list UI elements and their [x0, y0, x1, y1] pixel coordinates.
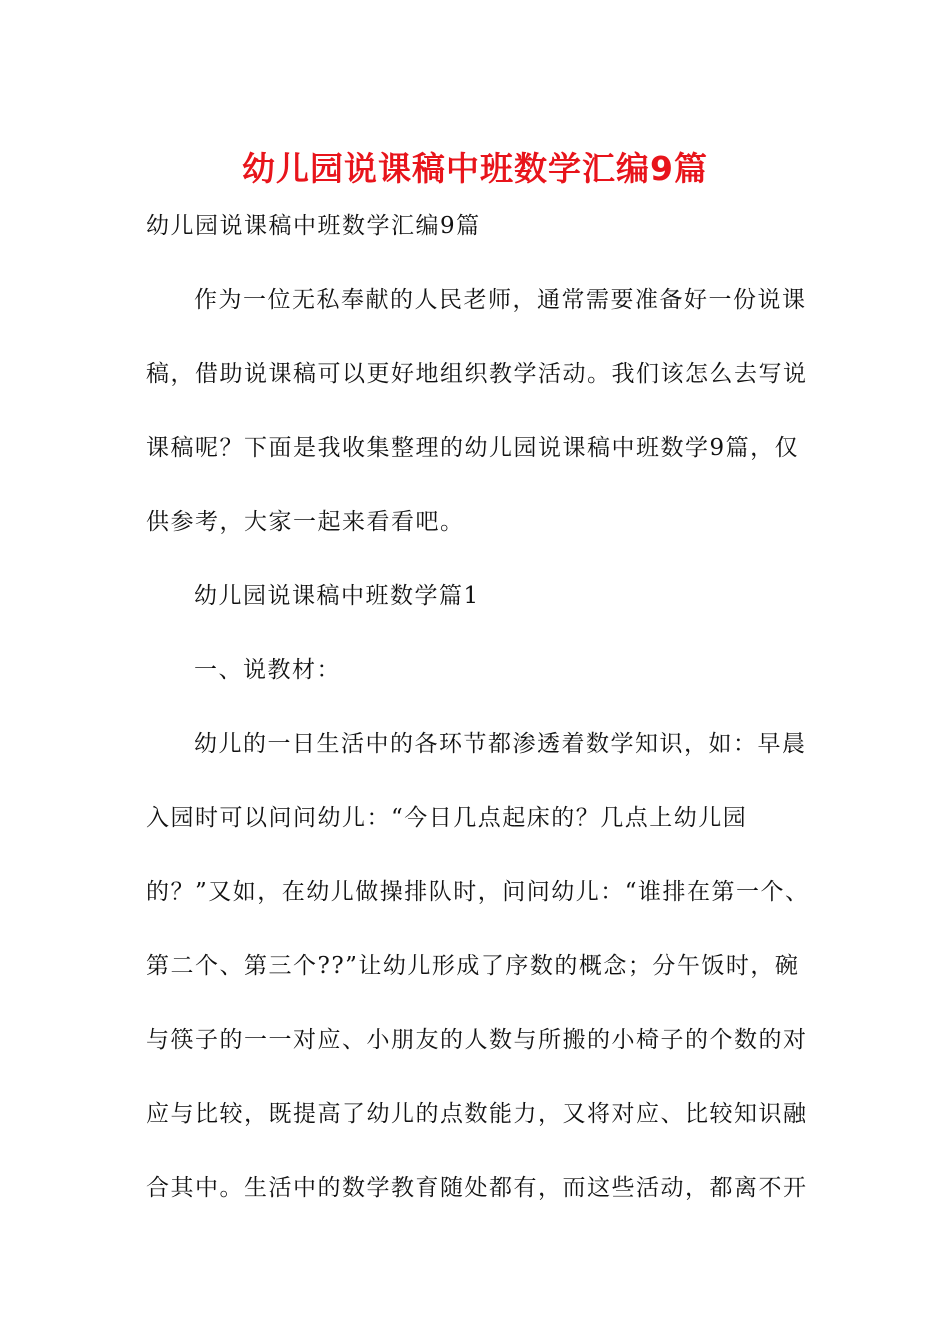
document-title: 幼儿园说课稿中班数学汇编9篇: [242, 149, 708, 188]
paragraph-line: 入园时可以问问幼儿：“今日几点起床的？几点上幼儿园: [146, 805, 748, 831]
paragraph-line: 幼儿的一日生活中的各环节都渗透着数学知识，如：早晨: [194, 731, 807, 757]
paragraph-line: 稿，借助说课稿可以更好地组织教学活动。我们该怎么去写说: [146, 361, 808, 387]
paragraph-line: 的？”又如，在幼儿做操排队时，问问幼儿：“谁排在第一个、: [146, 879, 810, 905]
section-heading: 幼儿园说课稿中班数学篇1: [194, 583, 480, 609]
paragraph-line: 应与比较，既提高了幼儿的点数能力，又将对应、比较知识融: [146, 1101, 808, 1127]
subsection-heading: 一、说教材：: [194, 657, 341, 683]
paragraph-line: 与筷子的一一对应、小朋友的人数与所搬的小椅子的个数的对: [146, 1027, 808, 1053]
subtitle-line: 幼儿园说课稿中班数学汇编9篇: [146, 213, 481, 239]
paragraph-line: 供参考，大家一起来看看吧。: [146, 509, 465, 535]
paragraph-line: 第二个、第三个??”让幼儿形成了序数的概念；分午饭时，碗: [146, 953, 800, 979]
paragraph-line: 课稿呢？下面是我收集整理的幼儿园说课稿中班数学9篇，仅: [146, 435, 800, 461]
paragraph-line: 作为一位无私奉献的人民老师，通常需要准备好一份说课: [194, 287, 807, 313]
paragraph-line: 合其中。生活中的数学教育随处都有，而这些活动，都离不开: [146, 1175, 808, 1201]
